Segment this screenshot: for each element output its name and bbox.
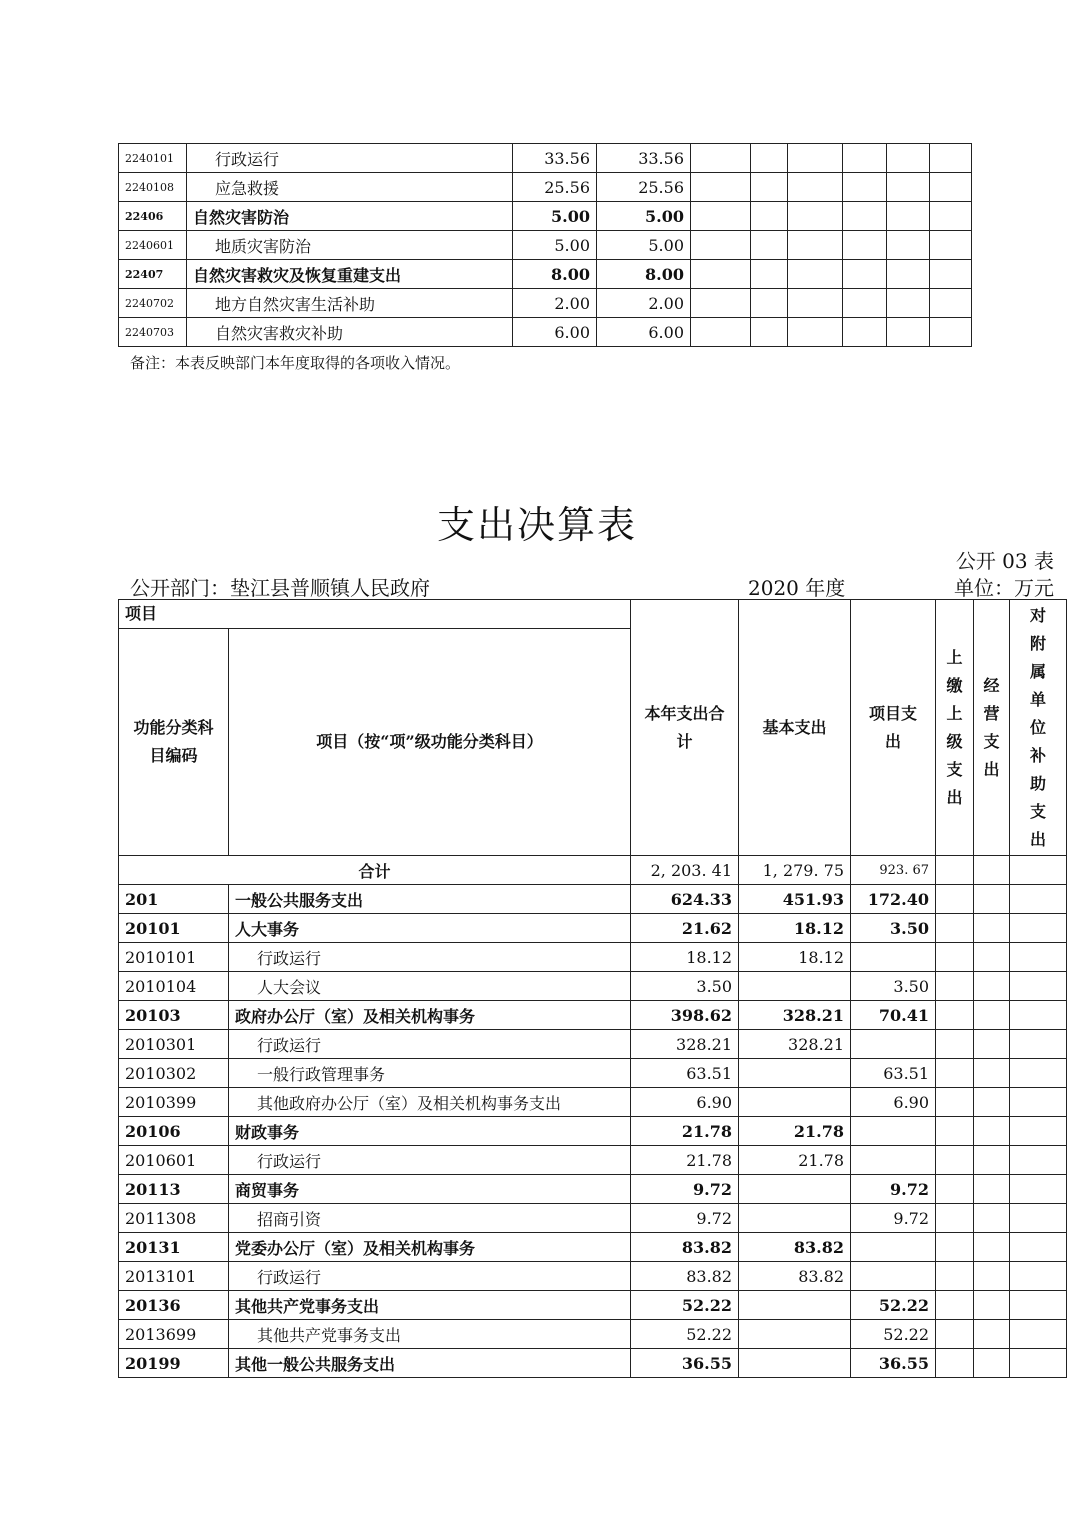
row-empty-cell [788, 231, 843, 260]
row-business [974, 885, 1010, 914]
row-empty-cell [843, 173, 887, 202]
table-row [119, 1262, 1067, 1291]
row-empty-cell [691, 144, 751, 173]
row-project [851, 1117, 936, 1146]
sum-row [119, 856, 1067, 885]
row-name: 行政运行 [229, 943, 631, 972]
row-upper [936, 1233, 974, 1262]
row-basic [739, 1320, 851, 1349]
row-business [974, 972, 1010, 1001]
row-upper [936, 885, 974, 914]
row-total: 6.90 [631, 1088, 739, 1117]
row-name: 行政运行 [229, 1146, 631, 1175]
row-business [974, 1262, 1010, 1291]
form-number: 公开 03 表 [955, 549, 1054, 573]
row-code: 20136 [119, 1291, 229, 1320]
row-name: 地方自然灾害生活补助 [187, 289, 513, 318]
row-upper [936, 1146, 974, 1175]
row-basic: 18.12 [739, 943, 851, 972]
row-project: 172.40 [851, 885, 936, 914]
row-total: 21.78 [631, 1117, 739, 1146]
row-name: 行政运行 [229, 1262, 631, 1291]
row-project: 9.72 [851, 1204, 936, 1233]
row-value-b: 5.00 [597, 231, 691, 260]
table-row [119, 1088, 1067, 1117]
header-item: 项目 [119, 600, 631, 629]
row-code: 2240702 [119, 289, 187, 318]
sum-upper [936, 856, 974, 885]
row-value-a: 2.00 [513, 289, 597, 318]
table-row [119, 943, 1067, 972]
row-empty-cell [843, 144, 887, 173]
row-subsidy [1010, 1291, 1067, 1320]
row-name: 其他共产党事务支出 [229, 1320, 631, 1349]
row-upper [936, 1291, 974, 1320]
row-empty-cell [788, 202, 843, 231]
row-code: 20131 [119, 1233, 229, 1262]
row-value-b: 33.56 [597, 144, 691, 173]
row-business [974, 1175, 1010, 1204]
row-empty-cell [930, 144, 972, 173]
row-subsidy [1010, 885, 1067, 914]
row-upper [936, 1059, 974, 1088]
row-value-a: 33.56 [513, 144, 597, 173]
row-basic [739, 1204, 851, 1233]
row-basic: 18.12 [739, 914, 851, 943]
row-code: 2010601 [119, 1146, 229, 1175]
row-project [851, 943, 936, 972]
row-subsidy [1010, 1233, 1067, 1262]
row-subsidy [1010, 1262, 1067, 1291]
header-upper: 上缴上级支出 [936, 600, 974, 856]
row-code: 22406 [119, 202, 187, 231]
row-subsidy [1010, 1175, 1067, 1204]
header-subsidy: 对附属单位补助支出 [1010, 600, 1067, 856]
row-business [974, 1233, 1010, 1262]
row-project: 36.55 [851, 1349, 936, 1378]
row-upper [936, 1204, 974, 1233]
row-total: 624.33 [631, 885, 739, 914]
row-upper [936, 1320, 974, 1349]
row-subsidy [1010, 1117, 1067, 1146]
row-project: 70.41 [851, 1001, 936, 1030]
row-total: 18.12 [631, 943, 739, 972]
row-upper [936, 1030, 974, 1059]
header-business: 经营支出 [974, 600, 1010, 856]
row-empty-cell [751, 173, 788, 202]
row-basic [739, 972, 851, 1001]
row-subsidy [1010, 972, 1067, 1001]
row-empty-cell [691, 289, 751, 318]
row-empty-cell [930, 318, 972, 347]
row-total: 63.51 [631, 1059, 739, 1088]
row-basic [739, 1349, 851, 1378]
row-code: 20106 [119, 1117, 229, 1146]
row-business [974, 1349, 1010, 1378]
table-row [119, 972, 1067, 1001]
row-basic [739, 1088, 851, 1117]
row-value-a: 5.00 [513, 231, 597, 260]
row-basic [739, 1059, 851, 1088]
row-code: 20101 [119, 914, 229, 943]
table-row [119, 1175, 1067, 1204]
row-code: 20199 [119, 1349, 229, 1378]
row-empty-cell [930, 202, 972, 231]
table-row [119, 318, 972, 347]
row-name: 一般行政管理事务 [229, 1059, 631, 1088]
table-row [119, 1320, 1067, 1349]
row-empty-cell [887, 202, 930, 231]
row-total: 398.62 [631, 1001, 739, 1030]
row-basic: 328.21 [739, 1030, 851, 1059]
row-project: 52.22 [851, 1291, 936, 1320]
row-name: 党委办公厅（室）及相关机构事务 [229, 1233, 631, 1262]
row-name: 自然灾害救灾补助 [187, 318, 513, 347]
row-empty-cell [843, 202, 887, 231]
row-empty-cell [930, 173, 972, 202]
row-empty-cell [751, 144, 788, 173]
row-code: 2240108 [119, 173, 187, 202]
table-row [119, 1233, 1067, 1262]
row-basic: 451.93 [739, 885, 851, 914]
header-basic: 基本支出 [739, 600, 851, 856]
sum-label: 合计 [119, 856, 631, 885]
row-name: 财政事务 [229, 1117, 631, 1146]
row-value-b: 5.00 [597, 202, 691, 231]
row-business [974, 1117, 1010, 1146]
row-empty-cell [751, 231, 788, 260]
row-business [974, 1291, 1010, 1320]
row-business [974, 1320, 1010, 1349]
table-row [119, 914, 1067, 943]
header-code: 功能分类科目编码 [119, 629, 229, 856]
row-total: 21.62 [631, 914, 739, 943]
row-name: 行政运行 [187, 144, 513, 173]
table-row [119, 1030, 1067, 1059]
row-upper [936, 1175, 974, 1204]
header-name: 项目（按“项”级功能分类科目） [229, 629, 631, 856]
row-basic: 21.78 [739, 1146, 851, 1175]
row-empty-cell [843, 318, 887, 347]
row-upper [936, 914, 974, 943]
row-upper [936, 1001, 974, 1030]
row-value-b: 2.00 [597, 289, 691, 318]
row-empty-cell [887, 173, 930, 202]
row-project: 3.50 [851, 972, 936, 1001]
table-row [119, 289, 972, 318]
row-name: 其他政府办公厅（室）及相关机构事务支出 [229, 1088, 631, 1117]
row-empty-cell [751, 289, 788, 318]
row-name: 应急救援 [187, 173, 513, 202]
row-subsidy [1010, 1204, 1067, 1233]
row-empty-cell [930, 260, 972, 289]
row-empty-cell [788, 318, 843, 347]
row-code: 20103 [119, 1001, 229, 1030]
row-total: 36.55 [631, 1349, 739, 1378]
row-code: 2011308 [119, 1204, 229, 1233]
header-row-1 [119, 600, 1067, 629]
row-empty-cell [788, 260, 843, 289]
row-value-a: 5.00 [513, 202, 597, 231]
row-basic: 328.21 [739, 1001, 851, 1030]
row-code: 2010302 [119, 1059, 229, 1088]
row-empty-cell [843, 289, 887, 318]
sum-basic: 1, 279. 75 [739, 856, 851, 885]
row-code: 2010301 [119, 1030, 229, 1059]
row-empty-cell [843, 260, 887, 289]
row-empty-cell [887, 231, 930, 260]
row-name: 自然灾害防治 [187, 202, 513, 231]
row-code: 201 [119, 885, 229, 914]
row-empty-cell [751, 260, 788, 289]
row-total: 9.72 [631, 1175, 739, 1204]
row-total: 52.22 [631, 1291, 739, 1320]
row-name: 地质灾害防治 [187, 231, 513, 260]
row-empty-cell [691, 173, 751, 202]
table-row [119, 144, 972, 173]
row-code: 20113 [119, 1175, 229, 1204]
row-value-b: 6.00 [597, 318, 691, 347]
row-code: 2013101 [119, 1262, 229, 1291]
row-total: 21.78 [631, 1146, 739, 1175]
row-name: 招商引资 [229, 1204, 631, 1233]
row-empty-cell [788, 289, 843, 318]
row-total: 52.22 [631, 1320, 739, 1349]
row-upper [936, 1117, 974, 1146]
table-row [119, 173, 972, 202]
row-code: 2010399 [119, 1088, 229, 1117]
table-row [119, 1146, 1067, 1175]
row-code: 2240703 [119, 318, 187, 347]
row-upper [936, 1349, 974, 1378]
row-code: 2010104 [119, 972, 229, 1001]
row-name: 人大事务 [229, 914, 631, 943]
row-business [974, 1204, 1010, 1233]
row-business [974, 1059, 1010, 1088]
row-subsidy [1010, 1146, 1067, 1175]
row-subsidy [1010, 1001, 1067, 1030]
row-empty-cell [691, 231, 751, 260]
row-basic: 83.82 [739, 1233, 851, 1262]
row-empty-cell [887, 318, 930, 347]
row-basic [739, 1175, 851, 1204]
row-project [851, 1262, 936, 1291]
row-empty-cell [887, 289, 930, 318]
row-business [974, 1001, 1010, 1030]
unit-label: 单位：万元 [954, 576, 1054, 600]
row-project: 3.50 [851, 914, 936, 943]
row-total: 328.21 [631, 1030, 739, 1059]
row-total: 83.82 [631, 1233, 739, 1262]
row-business [974, 1146, 1010, 1175]
row-empty-cell [930, 289, 972, 318]
row-empty-cell [691, 202, 751, 231]
row-business [974, 914, 1010, 943]
row-value-b: 8.00 [597, 260, 691, 289]
row-subsidy [1010, 1088, 1067, 1117]
row-value-a: 8.00 [513, 260, 597, 289]
sum-business [974, 856, 1010, 885]
row-name: 商贸事务 [229, 1175, 631, 1204]
table-row [119, 1117, 1067, 1146]
row-upper [936, 1262, 974, 1291]
row-empty-cell [887, 144, 930, 173]
row-empty-cell [788, 173, 843, 202]
table-row [119, 260, 972, 289]
table-row [119, 885, 1067, 914]
row-value-a: 6.00 [513, 318, 597, 347]
row-code: 2010101 [119, 943, 229, 972]
row-subsidy [1010, 914, 1067, 943]
sum-project: 923. 67 [851, 856, 936, 885]
row-basic: 83.82 [739, 1262, 851, 1291]
row-upper [936, 943, 974, 972]
row-empty-cell [691, 318, 751, 347]
row-project [851, 1030, 936, 1059]
row-name: 其他共产党事务支出 [229, 1291, 631, 1320]
row-total: 83.82 [631, 1262, 739, 1291]
row-name: 其他一般公共服务支出 [229, 1349, 631, 1378]
row-code: 2240601 [119, 231, 187, 260]
page-title: 支出决算表 [436, 503, 637, 547]
row-empty-cell [843, 231, 887, 260]
table-row [119, 1204, 1067, 1233]
row-empty-cell [751, 202, 788, 231]
row-name: 人大会议 [229, 972, 631, 1001]
header-total: 本年支出合计 [631, 600, 739, 856]
table-row [119, 231, 972, 260]
row-project [851, 1233, 936, 1262]
row-upper [936, 972, 974, 1001]
department-label: 公开部门：垫江县普顺镇人民政府 [130, 576, 430, 600]
row-empty-cell [691, 260, 751, 289]
row-business [974, 1088, 1010, 1117]
row-code: 2240101 [119, 144, 187, 173]
top-revenue-table [118, 143, 972, 347]
row-project [851, 1146, 936, 1175]
row-project: 6.90 [851, 1088, 936, 1117]
table-row [119, 1291, 1067, 1320]
row-subsidy [1010, 1320, 1067, 1349]
row-name: 一般公共服务支出 [229, 885, 631, 914]
row-empty-cell [887, 260, 930, 289]
row-business [974, 1030, 1010, 1059]
table-row [119, 1001, 1067, 1030]
table-row [119, 1059, 1067, 1088]
row-subsidy [1010, 1030, 1067, 1059]
row-total: 9.72 [631, 1204, 739, 1233]
row-subsidy [1010, 1349, 1067, 1378]
row-value-b: 25.56 [597, 173, 691, 202]
row-name: 行政运行 [229, 1030, 631, 1059]
row-empty-cell [930, 231, 972, 260]
header-project: 项目支出 [851, 600, 936, 856]
sum-subsidy [1010, 856, 1067, 885]
table-note: 备注：本表反映部门本年度取得的各项收入情况。 [130, 354, 461, 372]
row-value-a: 25.56 [513, 173, 597, 202]
row-business [974, 943, 1010, 972]
year-label: 2020 年度 [748, 576, 846, 600]
row-project: 63.51 [851, 1059, 936, 1088]
row-subsidy [1010, 1059, 1067, 1088]
expenditure-table [118, 599, 1067, 1378]
sum-total: 2, 203. 41 [631, 856, 739, 885]
row-name: 政府办公厅（室）及相关机构事务 [229, 1001, 631, 1030]
row-empty-cell [788, 144, 843, 173]
table-row [119, 202, 972, 231]
row-code: 2013699 [119, 1320, 229, 1349]
row-basic: 21.78 [739, 1117, 851, 1146]
row-empty-cell [751, 318, 788, 347]
row-code: 22407 [119, 260, 187, 289]
row-project: 9.72 [851, 1175, 936, 1204]
row-subsidy [1010, 943, 1067, 972]
row-name: 自然灾害救灾及恢复重建支出 [187, 260, 513, 289]
row-project: 52.22 [851, 1320, 936, 1349]
row-total: 3.50 [631, 972, 739, 1001]
table-row [119, 1349, 1067, 1378]
row-upper [936, 1088, 974, 1117]
row-basic [739, 1291, 851, 1320]
